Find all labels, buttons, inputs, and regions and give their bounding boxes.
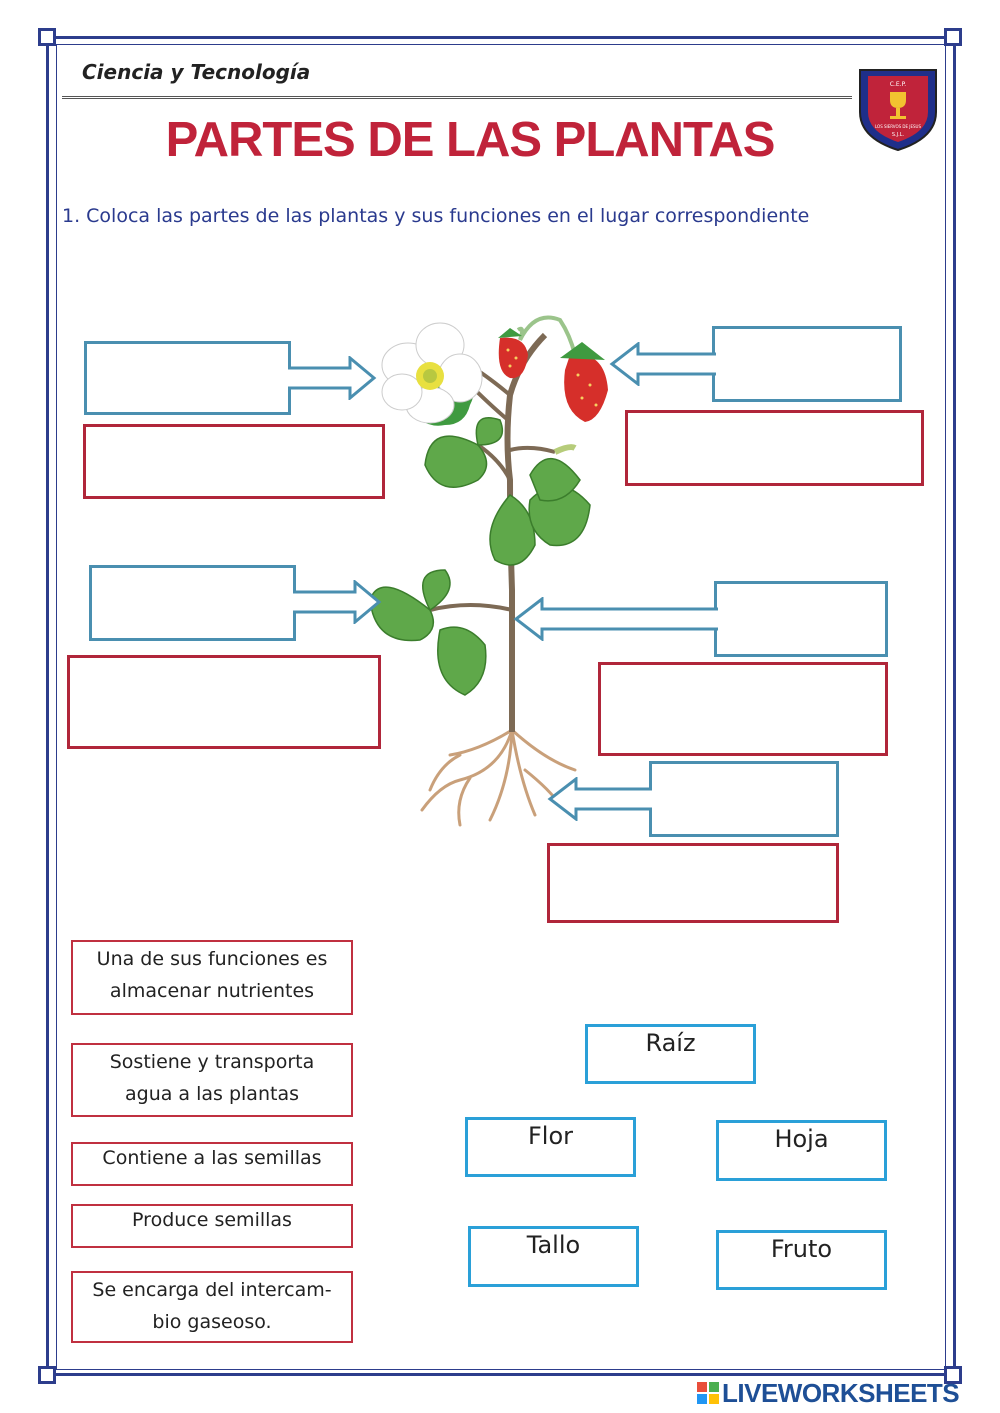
frame-corner bbox=[944, 28, 962, 46]
arrow-right-icon bbox=[293, 580, 383, 624]
flower-shape bbox=[382, 323, 482, 426]
function-card-contains-seeds[interactable] bbox=[71, 1142, 353, 1186]
word-card-hoja[interactable]: Hoja bbox=[716, 1120, 887, 1181]
header-divider bbox=[62, 96, 852, 99]
function-card-line: Produce semillas bbox=[132, 1209, 292, 1231]
strawberry-shapes bbox=[498, 328, 608, 422]
logo-text-bottom: S.J.L. bbox=[891, 132, 905, 138]
answer-box-part-fruit[interactable] bbox=[712, 326, 902, 402]
frame-corner bbox=[38, 28, 56, 46]
function-card-line: Sostiene y transporta bbox=[109, 1051, 315, 1073]
answer-box-function-root[interactable] bbox=[547, 843, 839, 923]
word-card-raiz[interactable]: Raíz bbox=[585, 1024, 756, 1084]
subject-label: Ciencia y Tecnología bbox=[82, 60, 311, 84]
answer-box-part-root[interactable] bbox=[649, 761, 839, 837]
function-card-produces-seeds[interactable] bbox=[71, 1204, 353, 1248]
function-card-line: Contiene a las semillas bbox=[102, 1147, 322, 1169]
answer-box-function-fruit[interactable] bbox=[625, 410, 924, 486]
arrow-right-icon bbox=[288, 356, 380, 400]
answer-box-function-flower[interactable] bbox=[83, 424, 385, 499]
function-card-line: Se encarga del intercam- bbox=[92, 1279, 332, 1301]
answer-box-function-stem[interactable] bbox=[598, 662, 888, 756]
answer-box-part-leaf[interactable] bbox=[89, 565, 296, 641]
function-card-store-nutrients[interactable] bbox=[71, 940, 353, 1015]
answer-box-part-stem[interactable] bbox=[714, 581, 888, 657]
liveworksheets-logo-icon bbox=[697, 1382, 719, 1404]
word-card-flor[interactable]: Flor bbox=[465, 1117, 636, 1177]
logo-text-middle: LOS SIERVOS DE JESUS bbox=[874, 124, 922, 129]
arrow-left-icon bbox=[608, 342, 716, 386]
page-title: PARTES DE LAS PLANTAS bbox=[165, 113, 775, 167]
arrow-left-icon bbox=[546, 777, 652, 821]
function-card-line: agua a las plantas bbox=[125, 1083, 299, 1105]
liveworksheets-brand: LIVEWORKSHEETS bbox=[722, 1378, 960, 1408]
function-card-line: almacenar nutrientes bbox=[109, 980, 315, 1002]
logo-text-top: C.E.P. bbox=[889, 81, 907, 88]
answer-box-part-flower[interactable] bbox=[84, 341, 291, 415]
strawberry-plant-illustration bbox=[360, 300, 610, 840]
function-card-line: Una de sus funciones es bbox=[96, 948, 328, 970]
instruction-text: 1. Coloca las partes de las plantas y sus funciones en el lugar correspondiente bbox=[62, 205, 810, 227]
answer-box-function-leaf[interactable] bbox=[67, 655, 381, 749]
function-card-transport-water[interactable] bbox=[71, 1043, 353, 1117]
frame-corner bbox=[38, 1366, 56, 1384]
word-card-tallo[interactable]: Tallo bbox=[468, 1226, 639, 1287]
function-card-gas-exchange[interactable] bbox=[71, 1271, 353, 1343]
arrow-left-icon bbox=[512, 597, 718, 641]
word-card-fruto[interactable]: Fruto bbox=[716, 1230, 887, 1290]
function-card-line: bio gaseoso. bbox=[152, 1311, 272, 1333]
